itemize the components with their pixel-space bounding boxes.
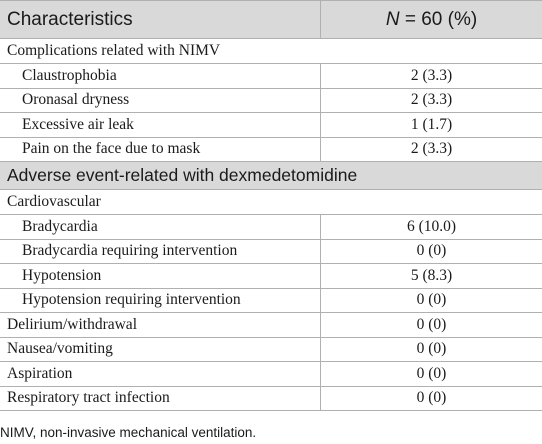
table-subheader-row (0, 190, 542, 215)
row-label: Oronasal dryness (0, 89, 321, 113)
n-value: = 60 (%) (404, 8, 478, 30)
subheader-label: Cardiovascular (7, 193, 101, 210)
table-row (0, 64, 542, 89)
table-row (0, 138, 542, 163)
n-column-header (321, 1, 542, 38)
section-label: Adverse event-related with dexmedetomidine (7, 165, 358, 185)
table-body (0, 39, 542, 411)
row-label: Bradycardia requiring intervention (0, 240, 321, 264)
row-value: 5 (8.3) (410, 266, 453, 284)
row-value: 0 (0) (416, 291, 447, 309)
table-row (0, 362, 542, 387)
table-row (0, 387, 542, 412)
row-value: 2 (3.3) (410, 66, 453, 84)
table-section-row (0, 162, 542, 190)
row-label: Respiratory tract infection (0, 387, 321, 411)
n-symbol: N (385, 8, 400, 30)
table-row (0, 215, 542, 240)
row-value: 2 (3.3) (410, 91, 453, 109)
row-value: 0 (0) (416, 315, 447, 333)
characteristics-column-header: Characteristics (0, 1, 321, 38)
row-label: Pain on the face due to mask (0, 138, 321, 162)
table-footnote: NIMV, non-invasive mechanical ventilation. (0, 425, 257, 440)
row-value: 0 (0) (416, 340, 447, 358)
table-row (0, 313, 542, 338)
row-value: 0 (0) (416, 364, 447, 382)
table-row (0, 264, 542, 289)
row-value: 0 (0) (416, 389, 447, 407)
table-row (0, 338, 542, 363)
subheader-label: Complications related with NIMV (7, 42, 221, 59)
row-label: Delirium/withdrawal (0, 313, 321, 337)
row-label: Hypotension (0, 264, 321, 288)
row-label: Claustrophobia (0, 64, 321, 88)
row-value: 1 (1.7) (410, 115, 453, 133)
table-row (0, 240, 542, 265)
table-header-row (0, 1, 542, 39)
row-label: Excessive air leak (0, 113, 321, 137)
table-row (0, 89, 542, 114)
table-subheader-row (0, 39, 542, 64)
row-label: Nausea/vomiting (0, 338, 321, 362)
row-value: 6 (10.0) (406, 217, 457, 235)
row-value: 0 (0) (416, 242, 447, 260)
row-label: Aspiration (0, 362, 321, 386)
row-label: Bradycardia (0, 215, 321, 239)
row-label: Hypotension requiring intervention (0, 289, 321, 313)
row-value: 2 (3.3) (410, 140, 453, 158)
table-row (0, 113, 542, 138)
table-row (0, 289, 542, 314)
